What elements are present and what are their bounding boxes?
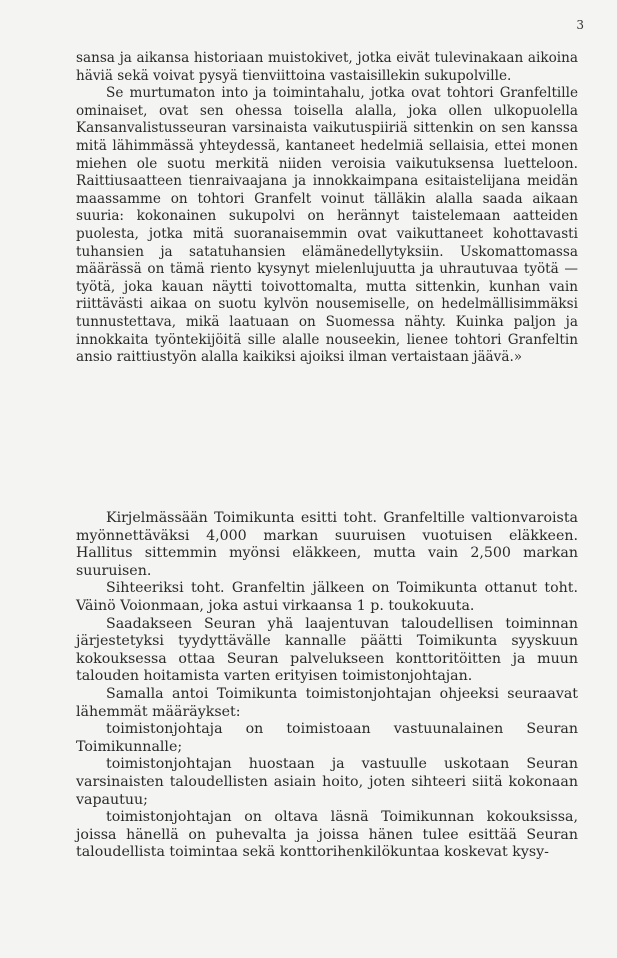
paragraph: Saadakseen Seuran yhä laajentuvan taloudellisen toiminnan järjestetyksi tyydyttävälle kannalle päätti Toimikunta syyskuun kokouksessa ottaa Seuran palvelukseen konttoritöitten ja muun talouden hoitamista varten erityisen toimistonjohtajan. bbox=[76, 615, 578, 685]
quote-continuation bbox=[76, 50, 578, 367]
paragraph: sansa ja aikansa historiaan muistokivet, jotka eivät tulevinakaan aikoina häviä sekä voivat pysyä tienviittoina vastaisillekin sukupolville. bbox=[76, 50, 578, 84]
regulation-item: toimistonjohtaja on toimistoaan vastuunalainen Seuran Toimikunnalle; bbox=[76, 721, 578, 755]
paragraph: Samalla antoi Toimikunta toimistonjohtajan ohjeeksi seuraavat lähemmät määräykset: bbox=[76, 685, 578, 720]
paragraph: Sihteeriksi toht. Granfeltin jälkeen on Toimikunta ottanut toht. Väinö Voionmaan, joka astui virkaansa 1 p. toukokuuta. bbox=[76, 580, 578, 614]
report-section bbox=[76, 510, 578, 862]
page-number: 3 bbox=[576, 18, 584, 32]
regulation-item: toimistonjohtajan on oltava läsnä Toimikunnan kokouksissa, joissa hänellä on puhevalta ja joissa hänen tulee esittää Seuran taloudellista toimintaa sekä konttorihenkilökuntaa koskevat kysy- bbox=[76, 809, 578, 861]
regulation-item: toimistonjohtajan huostaan ja vastuulle uskotaan Seuran varsinaisten taloudellisten asiain hoito, joten sihteeri siitä kokonaan vapautuu; bbox=[76, 756, 578, 808]
paragraph: Se murtumaton into ja toimintahalu, jotka ovat tohtori Granfeltille ominaiset, ovat sen ohessa toisella alalla, joka ollen ulkopuolella Kansanvalistusseuran varsinaista vaikutuspiiriä sittenkin on sen kanssa mitä lähimmässä yhteydessä, kantaneet hedelmiä sellaisia, ettei monen miehen ole suotu merkitä niiden veroisia vaikutuksensa luetteloon. Raittiusaatteen tienraivaajana ja innokkaimpana esitaistelijana meidän maassamme on tohtori Granfelt voinut tälläkin alalla saada aikaan suuria: kokonainen sukupolvi on herännyt taistelemaan aatteiden puolesta, jotka mitä suoranaisemmin ovat vaikuttaneet kohottavasti tuhansien ja satatuhansien elämänedellytyksiin. Uskomattomassa määrässä on tämä riento kysynyt mielenlujuutta ja uhrautuvaa työtä — työtä, joka kauan näytti toivottomalta, mutta sittenkin, kunhan vain riittävästi aikaa on suotu kylvön nousemiselle, on hedelmällisimmäksi tunnustettava, mikä laatuaan on Suomessa nähty. Kuinka paljon ja innokkaita työntekijöitä sille alalle nouseekin, lienee tohtori Granfeltin ansio raittiustyön alalla kaikiksi ajoiksi ilman vertaistaan jäävä.» bbox=[76, 85, 578, 366]
paragraph: Kirjelmässään Toimikunta esitti toht. Granfeltille valtionvaroista myönnettäväksi 4,000 markan suuruisen vuotuisen eläkkeen. Hallitus sittemmin myönsi eläkkeen, mutta vain 2,500 markan suuruisen. bbox=[76, 510, 578, 579]
